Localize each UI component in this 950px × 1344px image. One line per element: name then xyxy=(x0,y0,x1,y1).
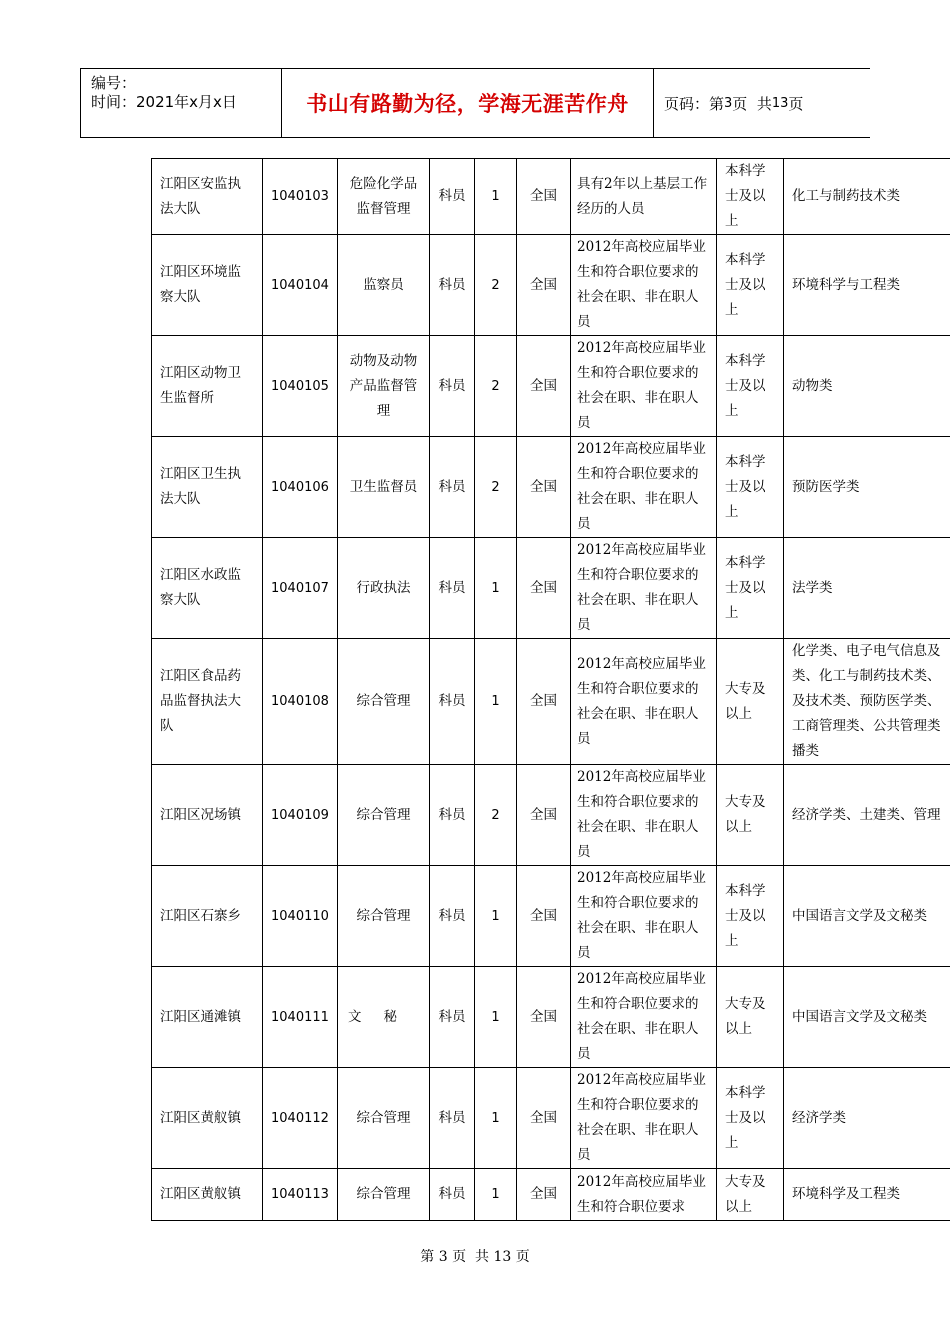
position-name-cell: 综合管理 xyxy=(338,1169,430,1221)
title-cell: 科员 xyxy=(430,639,475,765)
condition-cell: 2012年高校应届毕业生和符合职位要求的社会在职、非在职人员 xyxy=(571,866,717,967)
count-cell: 1 xyxy=(475,866,517,967)
position-code-cell: 1040107 xyxy=(263,538,338,639)
position-code-cell: 1040113 xyxy=(263,1169,338,1221)
position-name-cell: 综合管理 xyxy=(338,639,430,765)
education-cell: 本科学士及以上 xyxy=(717,866,784,967)
major-cell: 环境科学与工程类 xyxy=(784,235,950,336)
scope-cell: 全国 xyxy=(517,159,571,235)
major-cell: 中国语言文学及文秘类 xyxy=(784,866,950,967)
count-cell: 2 xyxy=(475,336,517,437)
header-motto: 书山有路勤为径，学海无涯苦作舟 xyxy=(282,69,654,137)
position-name-cell: 监察员 xyxy=(338,235,430,336)
table-row xyxy=(152,336,950,437)
position-code-cell: 1040106 xyxy=(263,437,338,538)
condition-cell: 2012年高校应届毕业生和符合职位要求的社会在职、非在职人员 xyxy=(571,1068,717,1169)
title-cell: 科员 xyxy=(430,866,475,967)
count-cell: 1 xyxy=(475,1169,517,1221)
education-cell: 本科学士及以上 xyxy=(717,159,784,235)
scope-cell: 全国 xyxy=(517,1169,571,1221)
education-cell: 大专及以上 xyxy=(717,967,784,1068)
condition-cell: 2012年高校应届毕业生和符合职位要求的社会在职、非在职人员 xyxy=(571,336,717,437)
unit-cell: 江阳区动物卫生监督所 xyxy=(152,336,263,437)
position-code-cell: 1040111 xyxy=(263,967,338,1068)
position-name-cell: 综合管理 xyxy=(338,866,430,967)
count-cell: 1 xyxy=(475,538,517,639)
position-code-cell: 1040105 xyxy=(263,336,338,437)
unit-cell: 江阳区黄舣镇 xyxy=(152,1068,263,1169)
scope-cell: 全国 xyxy=(517,1068,571,1169)
condition-cell: 2012年高校应届毕业生和符合职位要求的社会在职、非在职人员 xyxy=(571,967,717,1068)
title-cell: 科员 xyxy=(430,235,475,336)
major-cell: 经济学类 xyxy=(784,1068,950,1169)
document-number-label: 编号： xyxy=(91,74,137,92)
page-header xyxy=(80,68,870,138)
scope-cell: 全国 xyxy=(517,866,571,967)
scope-cell: 全国 xyxy=(517,639,571,765)
position-name-cell: 综合管理 xyxy=(338,1068,430,1169)
education-cell: 本科学士及以上 xyxy=(717,235,784,336)
condition-cell: 2012年高校应届毕业生和符合职位要求 xyxy=(571,1169,717,1221)
major-cell: 环境科学及工程类 xyxy=(784,1169,950,1221)
condition-cell: 2012年高校应届毕业生和符合职位要求的社会在职、非在职人员 xyxy=(571,639,717,765)
title-cell: 科员 xyxy=(430,336,475,437)
table-body xyxy=(152,159,950,1221)
scope-cell: 全国 xyxy=(517,765,571,866)
major-cell: 经济学类、土建类、管理 xyxy=(784,765,950,866)
table-row xyxy=(152,1068,950,1169)
title-cell: 科员 xyxy=(430,1169,475,1221)
condition-cell: 2012年高校应届毕业生和符合职位要求的社会在职、非在职人员 xyxy=(571,235,717,336)
education-cell: 大专及以上 xyxy=(717,765,784,866)
position-code-cell: 1040109 xyxy=(263,765,338,866)
unit-cell: 江阳区水政监察大队 xyxy=(152,538,263,639)
table-row xyxy=(152,866,950,967)
count-cell: 1 xyxy=(475,967,517,1068)
scope-cell: 全国 xyxy=(517,538,571,639)
major-cell: 化工与制药技术类 xyxy=(784,159,950,235)
count-cell: 1 xyxy=(475,159,517,235)
major-line: 播类 xyxy=(792,743,819,759)
major-cell: 预防医学类 xyxy=(784,437,950,538)
title-cell: 科员 xyxy=(430,967,475,1068)
table-row xyxy=(152,538,950,639)
scope-cell: 全国 xyxy=(517,336,571,437)
position-name-cell: 行政执法 xyxy=(338,538,430,639)
major-line: 化学类、电子电气信息及 xyxy=(792,643,941,659)
education-cell: 本科学士及以上 xyxy=(717,336,784,437)
header-page-number: 页码：第 3 页 共 13 页 xyxy=(664,94,804,113)
scope-cell: 全国 xyxy=(517,437,571,538)
education-cell: 大专及以上 xyxy=(717,1169,784,1221)
position-code-cell: 1040112 xyxy=(263,1068,338,1169)
education-cell: 大专及以上 xyxy=(717,639,784,765)
condition-cell: 2012年高校应届毕业生和符合职位要求的社会在职、非在职人员 xyxy=(571,437,717,538)
title-cell: 科员 xyxy=(430,437,475,538)
table-row xyxy=(152,967,950,1068)
title-cell: 科员 xyxy=(430,765,475,866)
scope-cell: 全国 xyxy=(517,967,571,1068)
unit-cell: 江阳区况场镇 xyxy=(152,765,263,866)
position-code-cell: 1040104 xyxy=(263,235,338,336)
unit-cell: 江阳区通滩镇 xyxy=(152,967,263,1068)
count-cell: 2 xyxy=(475,235,517,336)
position-code-cell: 1040108 xyxy=(263,639,338,765)
position-code-cell: 1040103 xyxy=(263,159,338,235)
major-cell: 中国语言文学及文秘类 xyxy=(784,967,950,1068)
condition-cell: 2012年高校应届毕业生和符合职位要求的社会在职、非在职人员 xyxy=(571,765,717,866)
position-name-cell: 动物及动物产品监督管理 xyxy=(338,336,430,437)
major-cell: 法学类 xyxy=(784,538,950,639)
table-row xyxy=(152,639,950,765)
title-cell: 科员 xyxy=(430,538,475,639)
title-cell: 科员 xyxy=(430,159,475,235)
education-cell: 本科学士及以上 xyxy=(717,1068,784,1169)
unit-cell: 江阳区石寨乡 xyxy=(152,866,263,967)
condition-cell: 2012年高校应届毕业生和符合职位要求的社会在职、非在职人员 xyxy=(571,538,717,639)
position-name-cell: 综合管理 xyxy=(338,765,430,866)
education-cell: 本科学士及以上 xyxy=(717,538,784,639)
position-name-cell: 危险化学品监督管理 xyxy=(338,159,430,235)
count-cell: 2 xyxy=(475,437,517,538)
major-line: 工商管理类、公共管理类 xyxy=(792,718,941,734)
major-cell: 动物类 xyxy=(784,336,950,437)
major-cell xyxy=(784,639,950,765)
unit-cell: 江阳区卫生执法大队 xyxy=(152,437,263,538)
position-name-cell: 卫生监督员 xyxy=(338,437,430,538)
page-footer: 第 3 页 共 13 页 xyxy=(420,1249,530,1265)
position-code-cell: 1040110 xyxy=(263,866,338,967)
education-cell: 本科学士及以上 xyxy=(717,437,784,538)
recruitment-table-container xyxy=(151,158,950,1221)
document-time-label: 时间：2021年x月x日 xyxy=(91,93,237,111)
table-row xyxy=(152,765,950,866)
unit-cell: 江阳区环境监察大队 xyxy=(152,235,263,336)
count-cell: 1 xyxy=(475,1068,517,1169)
title-cell: 科员 xyxy=(430,1068,475,1169)
unit-cell: 江阳区安监执法大队 xyxy=(152,159,263,235)
major-line: 及技术类、预防医学类、 xyxy=(792,693,941,709)
count-cell: 1 xyxy=(475,639,517,765)
table-row xyxy=(152,159,950,235)
unit-cell: 江阳区黄舣镇 xyxy=(152,1169,263,1221)
header-meta xyxy=(80,69,282,137)
count-cell: 2 xyxy=(475,765,517,866)
condition-cell: 具有2年以上基层工作经历的人员 xyxy=(571,159,717,235)
major-line: 类、化工与制药技术类、 xyxy=(792,668,941,684)
unit-cell: 江阳区食品药品监督执法大队 xyxy=(152,639,263,765)
table-row xyxy=(152,1169,950,1221)
position-name-cell: 文秘 xyxy=(338,967,430,1068)
table-row xyxy=(152,235,950,336)
recruitment-table xyxy=(151,158,950,1221)
scope-cell: 全国 xyxy=(517,235,571,336)
table-row xyxy=(152,437,950,538)
